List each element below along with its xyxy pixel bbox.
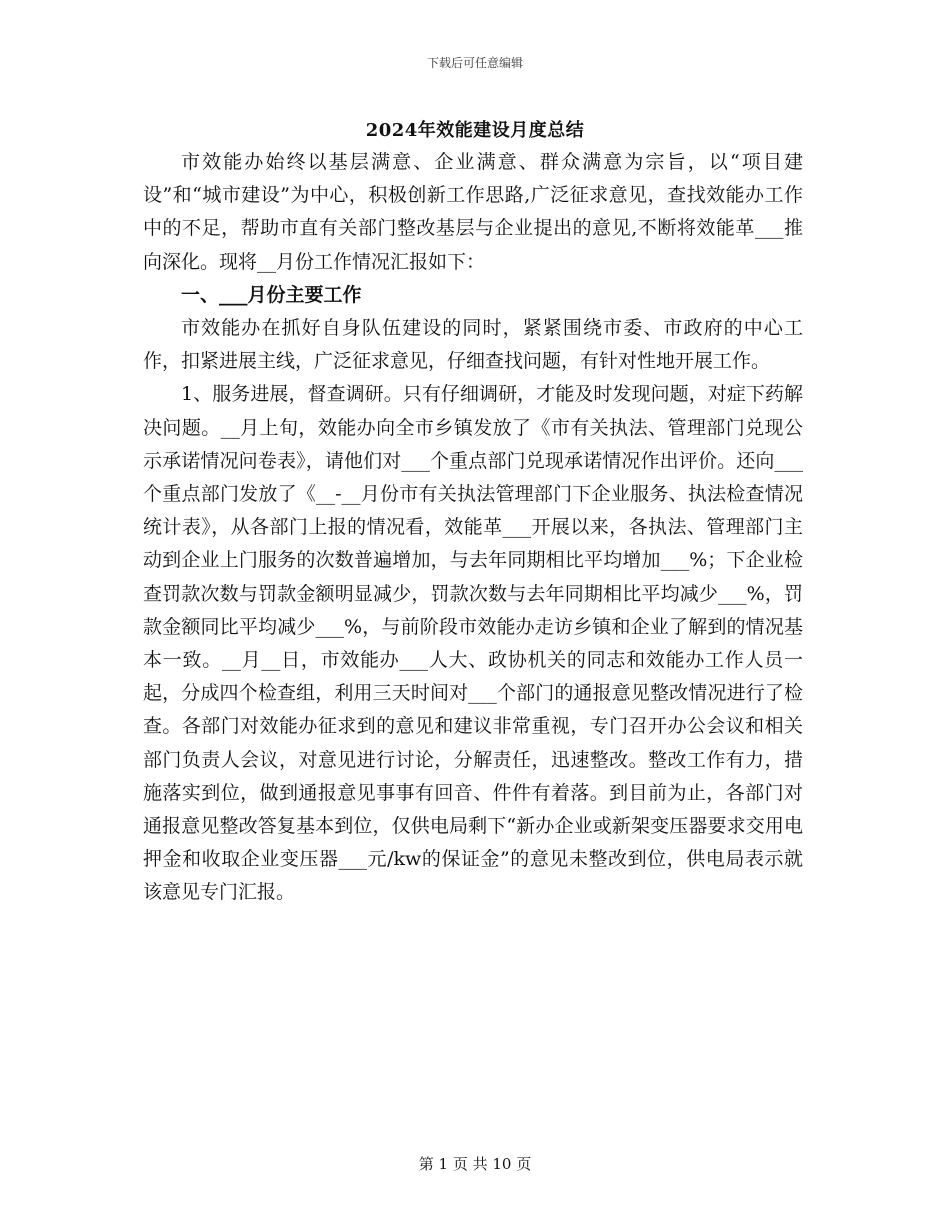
section-paragraph: 市效能办在抓好自身队伍建设的同时，紧紧围绕市委、市政府的中心工作，扣紧进展主线，广泛征求意见，仔细查找问题，有针对性地开展工作。	[143, 317, 803, 373]
document-body	[143, 146, 803, 910]
page-footer: 第 1 页 共 10 页	[418, 1155, 532, 1173]
intro-paragraph: 市效能办始终以基层满意、企业满意、群众满意为宗旨，以“项目建设”和“城市建设”为中心，积极创新工作思路,广泛征求意见，查找效能办工作中的不足，帮助市直有关部门整改基层与企业提出的意见,不断将效能革___推向深化。现将__月份工作情况汇报如下：	[143, 151, 803, 273]
section-heading: 一、___月份主要工作	[181, 283, 362, 306]
page-header: 下载后可任意编辑	[426, 56, 523, 70]
document-title: 2024年效能建设月度总结	[365, 120, 585, 141]
section-paragraph: 1、服务进展，督查调研。只有仔细调研，才能及时发现问题，对症下药解决问题。__月上旬，效能办向全市乡镇发放了《市有关执法、管理部门兑现公示承诺情况问卷表》，请他们对___个重点部门兑现承诺情况作出评价。还向___个重点部门发放了《__-__月份市有关执法管理部门下企业服务、执法检查情况统计表》，从各部门上报的情况看，效能革___开展以来，各执法、管理部门主动到企业上门服务的次数普遍增加，与去年同期相比平均增加___%；下企业检查罚款次数与罚款金额明显减少，罚款次数与去年同期相比平均减少___%，罚款金额同比平均减少___%，与前阶段市效能办走访乡镇和企业了解到的情况基本一致。__月__日，市效能办___人大、政协机关的同志和效能办工作人员一起，分成四个检查组，利用三天时间对___个部门的通报意见整改情况进行了检查。各部门对效能办征求到的意见和建议非常重视，专门召开办公会议和相关部门负责人会议，对意见进行讨论，分解责任，迅速整改。整改工作有力，措施落实到位，做到通报意见事事有回音、件件有着落。到目前为止，各部门对通报意见整改答复基本到位，仅供电局剩下“新办企业或新架变压器要求交用电押金和收取企业变压器___元/kw的保证金”的意见未整改到位，供电局表示就该意见专门汇报。	[143, 383, 803, 904]
